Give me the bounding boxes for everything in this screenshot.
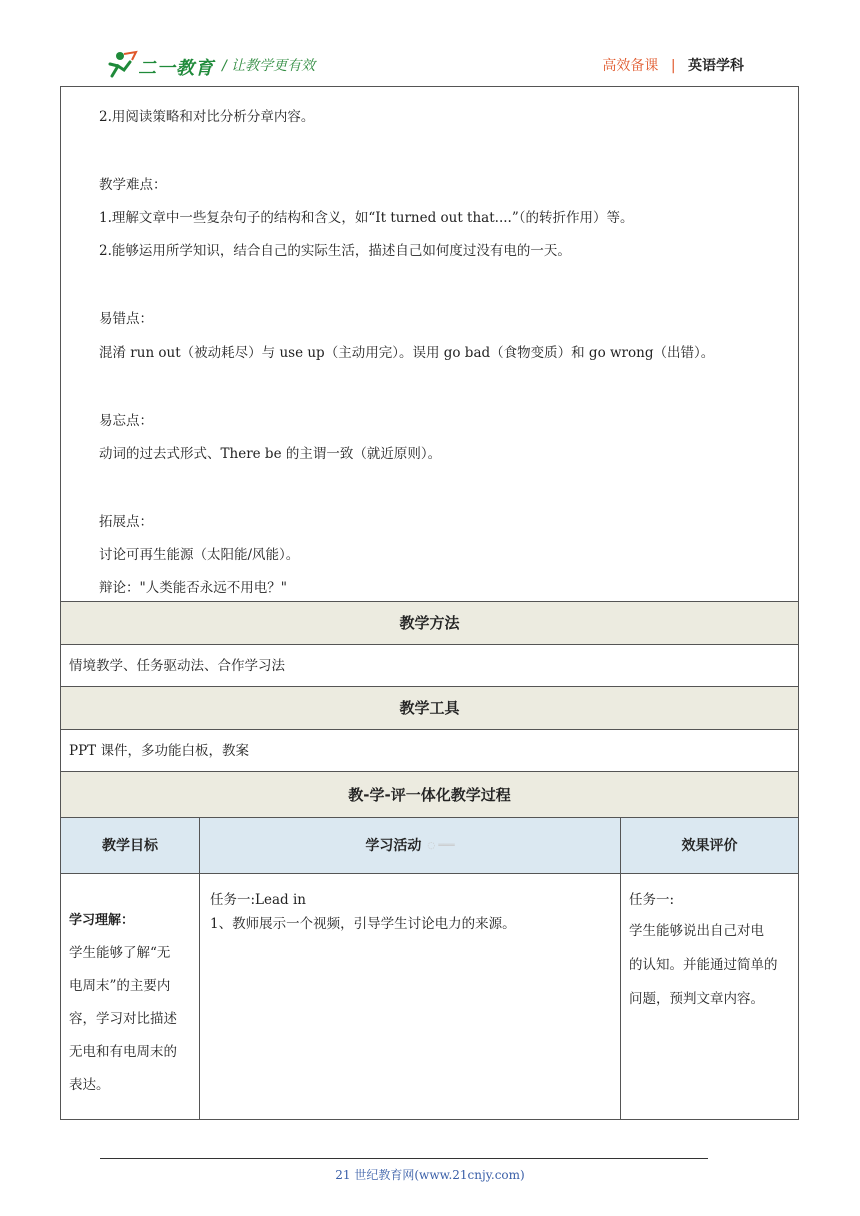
goal-line: 学生能够了解“无 [69,945,171,961]
goal-line: 表达。 [69,1077,110,1093]
evaluation-cell [621,874,799,1120]
header-right [602,55,744,75]
goal-line: 无电和有电周末的 [69,1044,177,1060]
method-title: 教学方法 [60,602,799,645]
difficulty-section [60,86,799,602]
activity-title: 任务一:Lead in [210,892,306,908]
slogan: / 让教学更有效 [222,58,316,74]
page-header [0,0,860,86]
text-line: 1.理解文章中一些复杂句子的结构和含义，如“It turned out that....”（的转折作用）等。 [99,210,634,226]
header-separator: | [670,58,676,74]
method-text: 情境教学、任务驱动法、合作学习法 [60,645,799,687]
footer-text: 21 世纪教育网(www.21cnjy.com) [335,1168,525,1182]
goal-line: 电周末”的主要内 [69,978,171,994]
text-line: 讨论可再生能源（太阳能/风能）。 [99,547,300,563]
text-line: 辩论："人类能否永远不用电？" [99,580,287,596]
subject-label: 英语学科 [688,58,744,74]
text-line: 2.用阅读策略和对比分析分章内容。 [99,109,315,125]
logo-text: 二一教育 [138,58,214,79]
course-label: 高效备课 [602,58,659,74]
table-row [60,874,799,1120]
process-title: 教-学-评一体化教学过程 [60,772,799,818]
eval-line: 的认知。并能通过简单的 [629,957,778,973]
text-line: 动词的过去式形式、There be 的主谓一致（就近原则）。 [99,446,442,462]
tools-text: PPT 课件，多功能白板，教案 [60,730,799,772]
text-line: 拓展点： [99,514,153,530]
text-line: 易错点： [99,311,153,327]
col-header-activity [200,818,621,874]
eval-title: 任务一: [629,892,675,908]
watermark-logo-icon: ◌ ═══ [427,841,455,851]
col-header-evaluation: 效果评价 [621,818,799,874]
activity-cell [200,874,621,1120]
eval-line: 问题，预判文章内容。 [629,991,764,1007]
goal-title: 学习理解： [69,913,135,928]
goal-line: 容，学习对比描述 [69,1011,177,1027]
footer-divider [100,1158,708,1159]
goal-cell [60,874,200,1120]
text-line: 易忘点： [99,413,153,429]
text-line: 教学难点： [99,177,167,193]
text-line: 2.能够运用所学知识，结合自己的实际生活，描述自己如何度过没有电的一天。 [99,243,571,259]
tools-title: 教学工具 [60,687,799,730]
eval-line: 学生能够说出自己对电 [629,923,764,939]
activity-text: 1、教师展示一个视频，引导学生讨论电力的来源。 [210,916,516,932]
text-line: 混淆 run out（被动耗尽）与 use up（主动用完）。误用 go bad（食物变质）和 go wrong（出错）。 [99,345,715,361]
col-header-activity-label: 学习活动 [365,838,422,854]
col-header-goal: 教学目标 [60,818,200,874]
process-table-header [60,818,799,874]
